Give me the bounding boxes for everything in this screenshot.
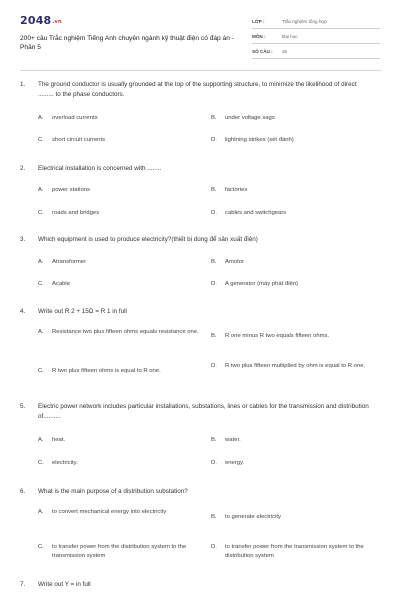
- question-5: [20, 402, 382, 466]
- meta-label: SỐ CÂU :: [252, 48, 273, 54]
- option-text: water.: [225, 437, 241, 443]
- question-stem: [20, 80, 382, 99]
- meta-value: Đại học: [282, 33, 298, 39]
- option-letter: C.: [38, 544, 44, 550]
- option-letter: C.: [38, 368, 44, 374]
- option-letter: A.: [38, 115, 44, 121]
- header-divider: [20, 70, 382, 71]
- document-meta: [252, 14, 380, 59]
- meta-row-count: [252, 44, 380, 59]
- question-stem: [20, 487, 382, 497]
- question-text: Which equipment is used to produce electricity?(thiết bị dùng để sản xuất điện): [38, 236, 258, 243]
- option-text: to transfer power from the distribution system to the transmission system: [52, 544, 187, 559]
- option-letter: A.: [38, 187, 44, 193]
- option-text: Atransformer: [52, 259, 87, 265]
- question-text: Electric power network includes particular installations, substations, lines or cables for the transmission and distribution of..........: [38, 403, 369, 420]
- option-a[interactable]: [38, 114, 188, 123]
- option-b[interactable]: [211, 332, 381, 341]
- option-d[interactable]: [211, 209, 381, 218]
- meta-value: Trắc nghiệm tổng hợp: [282, 18, 327, 24]
- site-logo[interactable]: [20, 14, 62, 27]
- option-text: R two plus fifteen ohms is equal to R one.: [52, 368, 161, 374]
- option-text: lightning strikes (sét đánh): [225, 137, 294, 143]
- option-letter: C.: [38, 460, 44, 466]
- question-number: 3.: [20, 236, 26, 243]
- question-text: What is the main purpose of a distribution substation?: [38, 488, 188, 495]
- option-letter: A.: [38, 329, 44, 335]
- option-letter: C.: [38, 137, 44, 143]
- question-number: 2.: [20, 165, 26, 172]
- option-c[interactable]: [38, 209, 188, 218]
- question-text: Write out Y = in full: [38, 581, 91, 588]
- option-text: roads and bridges: [52, 210, 100, 216]
- option-a[interactable]: [38, 508, 188, 517]
- meta-row-subject: [252, 29, 380, 44]
- option-a[interactable]: [38, 328, 203, 337]
- option-b[interactable]: [211, 513, 381, 522]
- document-title: 200+ câu Trắc nghiệm Tiếng Anh chuyên ngành kỹ thuật điện có đáp án - Phần 5: [20, 35, 234, 51]
- option-letter: B.: [211, 514, 217, 520]
- option-letter: D.: [211, 363, 217, 369]
- option-text: R two plus fifteen multiplied by ohm is equal to R one.: [225, 363, 366, 369]
- question-text: Write out R 2 + 15Ω = R 1 in full: [38, 308, 127, 315]
- question-number: 7.: [20, 581, 26, 588]
- option-text: R one minus R two equals fifteen ohms.: [225, 333, 330, 339]
- option-text: heat.: [52, 437, 66, 443]
- option-text: Resistance two plus fifteen ohms equals resistance one.: [52, 329, 199, 335]
- question-stem: [20, 235, 382, 245]
- option-letter: A.: [38, 509, 44, 515]
- option-letter: B.: [211, 187, 217, 193]
- option-text: energy.: [225, 460, 245, 466]
- option-letter: A.: [38, 259, 44, 265]
- question-stem: [20, 164, 382, 174]
- option-text: electricity.: [52, 460, 78, 466]
- question-stem: [20, 580, 382, 590]
- option-text: power stations: [52, 187, 90, 193]
- option-letter: D.: [211, 544, 217, 550]
- option-b[interactable]: [211, 258, 381, 267]
- option-letter: A.: [38, 437, 44, 443]
- meta-label: MÔN :: [252, 33, 266, 39]
- option-c[interactable]: [38, 280, 188, 289]
- option-text: factories: [225, 187, 248, 193]
- option-letter: D.: [211, 137, 217, 143]
- question-text: The ground conductor is usually grounded at the top of the supporting structure, to minimize the likelihood of direct ......... to the phase conductors.: [38, 81, 357, 98]
- option-b[interactable]: [211, 114, 381, 123]
- option-text: to convert mechanical energy into electricity: [52, 509, 167, 515]
- meta-label: LỚP :: [252, 18, 265, 24]
- question-number: 5.: [20, 403, 26, 410]
- question-6: [20, 487, 382, 559]
- option-b[interactable]: [211, 436, 381, 445]
- option-letter: C.: [38, 281, 44, 287]
- question-7: [20, 580, 382, 590]
- question-number: 4.: [20, 308, 26, 315]
- option-text: Acable: [52, 281, 71, 287]
- question-number: 6.: [20, 488, 26, 495]
- option-a[interactable]: [38, 258, 188, 267]
- option-text: A generator (máy phát điện): [225, 281, 299, 287]
- option-text: to transfer power from the transmission system to the distribution system: [225, 544, 364, 559]
- question-2: [20, 164, 382, 216]
- option-d[interactable]: [211, 280, 381, 289]
- option-d[interactable]: [211, 136, 381, 145]
- option-letter: B.: [211, 437, 217, 443]
- option-d[interactable]: [211, 459, 381, 468]
- option-letter: B.: [211, 259, 217, 265]
- option-letter: B.: [211, 115, 217, 121]
- option-c[interactable]: [38, 543, 203, 560]
- logo-suffix: .vn: [52, 19, 62, 25]
- option-text: to generate electricity: [225, 514, 281, 520]
- question-1: [20, 80, 382, 143]
- option-text: overload currents: [52, 115, 98, 121]
- question-number: 1.: [20, 81, 26, 88]
- option-c[interactable]: [38, 136, 188, 145]
- question-3: [20, 235, 382, 287]
- option-d[interactable]: [211, 543, 381, 560]
- question-4: [20, 307, 382, 374]
- option-c[interactable]: [38, 459, 188, 468]
- page-header: [0, 0, 400, 68]
- option-letter: D.: [211, 460, 217, 466]
- option-text: short circuit currents: [52, 137, 106, 143]
- option-c[interactable]: [38, 367, 208, 376]
- option-b[interactable]: [211, 186, 381, 195]
- option-text: under voltage sags: [225, 115, 275, 121]
- logo-text: 2048: [20, 14, 52, 27]
- meta-row-class: [252, 14, 380, 29]
- option-d[interactable]: [211, 362, 381, 371]
- question-text: Electrical installation is concerned with ........: [38, 165, 162, 172]
- option-text: cables and switchgears: [225, 210, 287, 216]
- option-letter: B.: [211, 333, 217, 339]
- option-text: Amotor: [225, 259, 244, 265]
- meta-value: 25: [282, 48, 288, 54]
- option-letter: D.: [211, 281, 217, 287]
- option-a[interactable]: [38, 186, 188, 195]
- option-a[interactable]: [38, 436, 188, 445]
- question-stem: [20, 307, 382, 317]
- option-letter: C.: [38, 210, 44, 216]
- option-letter: D.: [211, 210, 217, 216]
- question-stem: [20, 402, 382, 421]
